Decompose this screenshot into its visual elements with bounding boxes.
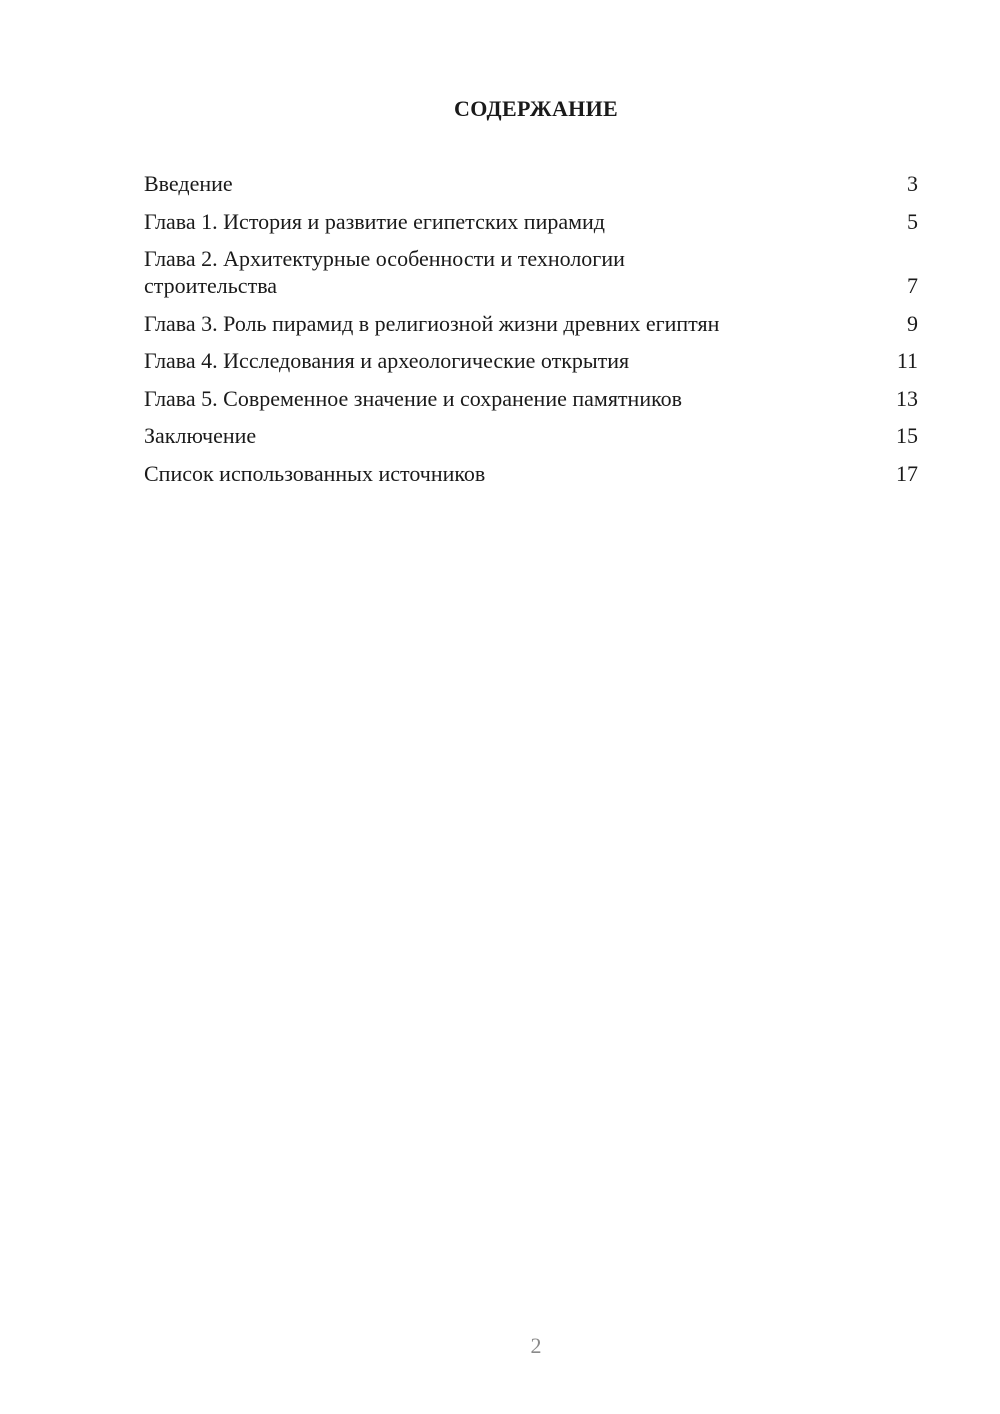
toc-entry-chapter-3 bbox=[144, 310, 918, 337]
toc-entry-title: Заключение bbox=[144, 423, 257, 448]
toc-entry-title: Введение bbox=[144, 171, 233, 196]
page-title: СОДЕРЖАНИЕ bbox=[454, 96, 618, 121]
toc-entry-introduction bbox=[144, 170, 918, 197]
toc-entry-page: 13 bbox=[896, 385, 918, 411]
toc-entry-page: 9 bbox=[907, 310, 918, 336]
toc-entry-chapter-4 bbox=[144, 347, 918, 374]
toc-entry-title: Глава 4. Исследования и археологические открытия bbox=[144, 348, 630, 373]
toc-entry-title: Список использованных источников bbox=[144, 460, 486, 486]
table-of-contents bbox=[144, 170, 918, 497]
toc-entry-chapter-5 bbox=[144, 385, 918, 412]
toc-entry-title: Глава 5. Современное значение и сохранение памятников bbox=[144, 385, 683, 411]
toc-entry-chapter-1 bbox=[144, 208, 918, 235]
page-number: 2 bbox=[530, 1333, 542, 1358]
toc-entry-title: Глава 2. Архитектурные особенности и технологии строительства bbox=[144, 246, 625, 298]
toc-entry-references bbox=[144, 460, 918, 487]
toc-entry-page: 11 bbox=[896, 348, 918, 373]
toc-entry-page: 15 bbox=[896, 423, 918, 448]
toc-entry-page: 5 bbox=[907, 208, 918, 234]
toc-entry-title: Глава 1. История и развитие египетских пирамид bbox=[144, 208, 605, 234]
toc-entry-chapter-2 bbox=[144, 245, 918, 299]
toc-entry-title: Глава 3. Роль пирамид в религиозной жизни древних египтян bbox=[144, 310, 720, 336]
toc-entry-conclusion bbox=[144, 422, 918, 449]
toc-entry-page: 17 bbox=[896, 460, 918, 486]
toc-entry-page: 3 bbox=[907, 171, 918, 196]
toc-entry-page: 7 bbox=[907, 273, 918, 298]
